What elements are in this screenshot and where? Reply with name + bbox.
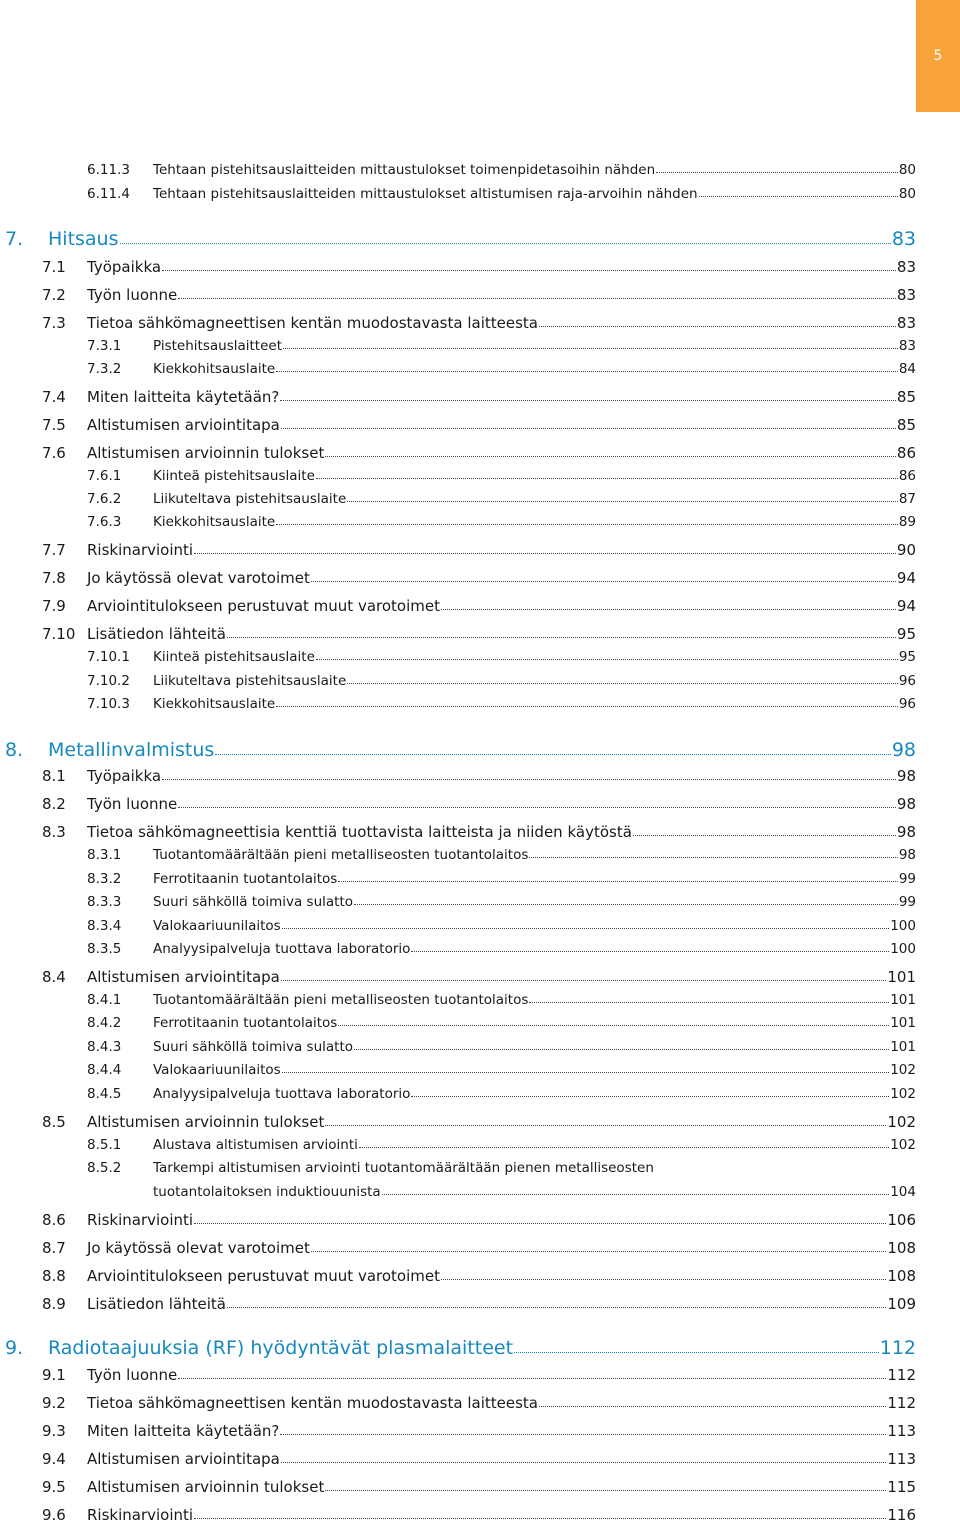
toc-entry-page: 109 <box>887 1295 916 1313</box>
toc-entry[interactable] <box>0 228 916 250</box>
toc-entry[interactable] <box>0 514 916 530</box>
toc-leader-dots <box>282 928 890 929</box>
toc-entry-number: 7.6.2 <box>87 491 122 507</box>
toc-entry-number: 7.10.2 <box>87 673 130 689</box>
toc-entry[interactable] <box>0 1295 916 1313</box>
toc-entry[interactable] <box>0 673 916 689</box>
toc-entry-page: 89 <box>898 514 916 530</box>
toc-entry-page: 108 <box>887 1267 916 1285</box>
toc-entry-title: Altistumisen arviointitapa <box>87 1450 280 1468</box>
toc-entry-number: 7.8 <box>42 569 66 587</box>
toc-leader-dots <box>281 428 896 429</box>
toc-entry-page: 95 <box>898 649 916 665</box>
toc-entry-page: 98 <box>896 767 916 785</box>
toc-entry-page: 98 <box>896 795 916 813</box>
toc-entry-number: 6.11.3 <box>87 162 130 178</box>
toc-entry-page: 90 <box>896 541 916 559</box>
toc-entry-title: Tietoa sähkömagneettisen kentän muodostavasta laitteesta <box>87 314 538 332</box>
toc-entry-page: 94 <box>896 597 916 615</box>
toc-entry[interactable] <box>0 1267 916 1285</box>
toc-entry-title: Kiinteä pistehitsauslaite <box>153 649 315 665</box>
toc-entry[interactable] <box>0 941 916 957</box>
toc-entry-number: 7.6.1 <box>87 468 122 484</box>
toc-leader-dots <box>441 1279 886 1280</box>
toc-leader-dots <box>311 581 896 582</box>
toc-leader-dots <box>338 1025 889 1026</box>
toc-leader-dots <box>325 1125 886 1126</box>
toc-entry-number: 7.10 <box>42 625 76 643</box>
toc-entry[interactable] <box>0 1086 916 1102</box>
toc-entry-title: Arviointitulokseen perustuvat muut varotoimet <box>87 1267 440 1285</box>
toc-entry-page: 102 <box>890 1137 916 1153</box>
toc-entry-title: Analyysipalveluja tuottava laboratorio <box>153 941 411 957</box>
toc-entry-title: Arviointitulokseen perustuvat muut varotoimet <box>87 597 440 615</box>
toc-entry-page: 86 <box>898 468 916 484</box>
toc-entry-title: Miten laitteita käytetään? <box>87 388 280 406</box>
toc-entry-page: 87 <box>898 491 916 507</box>
toc-entry[interactable] <box>0 795 916 813</box>
toc-entry-page: 96 <box>898 696 916 712</box>
toc-entry-title: Ferrotitaanin tuotantolaitos <box>153 871 338 887</box>
toc-entry-title: Jo käytössä olevat varotoimet <box>87 569 310 587</box>
toc-entry-number: 8.3.1 <box>87 847 122 863</box>
toc-leader-dots <box>282 1072 890 1073</box>
toc-entry-number: 7.1 <box>42 258 66 276</box>
toc-leader-dots <box>283 348 898 349</box>
toc-entry-page: 83 <box>896 314 916 332</box>
toc-entry-number: 7.4 <box>42 388 66 406</box>
page-number: 5 <box>933 48 943 64</box>
toc-entry[interactable] <box>0 625 916 643</box>
toc-entry-number: 9.6 <box>42 1506 66 1524</box>
toc-entry-number: 8.7 <box>42 1239 66 1257</box>
toc-entry-title: Radiotaajuuksia (RF) hyödyntävät plasmalaitteet <box>48 1337 514 1359</box>
toc-entry-number: 7.3 <box>42 314 66 332</box>
toc-entry-title: Tehtaan pistehitsauslaitteiden mittaustulokset altistumisen raja-arvoihin nähden <box>153 186 698 202</box>
toc-leader-dots <box>539 1406 886 1407</box>
toc-entry[interactable] <box>0 1506 916 1524</box>
toc-entry-page: 83 <box>896 286 916 304</box>
toc-entry-number: 9.2 <box>42 1394 66 1412</box>
toc-entry-page: 83 <box>891 228 916 250</box>
toc-entry[interactable] <box>0 1039 916 1055</box>
toc-entry-page: 100 <box>890 918 916 934</box>
toc-leader-dots <box>194 1223 886 1224</box>
toc-entry-page: 101 <box>890 1015 916 1031</box>
toc-entry-title: Altistumisen arviointitapa <box>87 968 280 986</box>
toc-entry[interactable] <box>0 388 916 406</box>
toc-leader-dots <box>514 1352 879 1353</box>
toc-entry-number: 8.5.2 <box>87 1160 122 1176</box>
toc-entry-page: 95 <box>896 625 916 643</box>
toc-entry-title-line1: Tarkempi altistumisen arviointi tuotantomäärältään pienen metalliseosten <box>153 1160 654 1176</box>
toc-entry[interactable] <box>0 597 916 615</box>
toc-entry-page: 112 <box>887 1366 916 1384</box>
toc-entry-title: Alustava altistumisen arviointi <box>153 1137 358 1153</box>
toc-entry[interactable] <box>0 1137 916 1153</box>
toc-entry-title: Tuotantomäärältään pieni metalliseosten tuotantolaitos <box>153 992 529 1008</box>
toc-entry-page: 83 <box>898 338 916 354</box>
toc-entry-title: Hitsaus <box>48 228 119 250</box>
toc-entry-page: 99 <box>898 894 916 910</box>
toc-entry-page: 113 <box>887 1422 916 1440</box>
toc-entry-number: 7.5 <box>42 416 66 434</box>
toc-entry[interactable] <box>0 286 916 304</box>
toc-entry-title: Metallinvalmistus <box>48 739 215 761</box>
toc-entry-number: 7. <box>5 228 24 250</box>
toc-entry-page: 112 <box>887 1394 916 1412</box>
toc-leader-dots <box>194 553 896 554</box>
toc-entry-number: 9.1 <box>42 1366 66 1384</box>
toc-entry-page: 115 <box>887 1478 916 1496</box>
toc-leader-dots <box>120 243 891 244</box>
toc-entry-number: 8.9 <box>42 1295 66 1313</box>
toc-entry-number: 7.3.2 <box>87 361 122 377</box>
toc-leader-dots <box>227 637 896 638</box>
toc-leader-dots <box>325 456 896 457</box>
toc-entry-page: 113 <box>887 1450 916 1468</box>
toc-leader-dots <box>316 478 898 479</box>
toc-entry-page: 112 <box>879 1337 916 1359</box>
toc-entry-number: 8.4.2 <box>87 1015 122 1031</box>
toc-entry[interactable] <box>0 491 916 507</box>
toc-entry-number: 9.4 <box>42 1450 66 1468</box>
toc-entry[interactable] <box>0 1394 916 1412</box>
toc-entry-number: 7.7 <box>42 541 66 559</box>
toc-entry[interactable] <box>0 1422 916 1440</box>
toc-leader-dots <box>280 400 896 401</box>
toc-entry-number: 8. <box>5 739 24 761</box>
toc-entry-title: Työpaikka <box>87 767 162 785</box>
toc-entry-title: Tietoa sähkömagneettisia kenttiä tuottavista laitteista ja niiden käytöstä <box>87 823 632 841</box>
toc-entry[interactable] <box>0 361 916 377</box>
toc-leader-dots <box>276 524 898 525</box>
toc-entry-title: Kiekkohitsauslaite <box>153 696 276 712</box>
toc-entry-number: 9.5 <box>42 1478 66 1496</box>
toc-entry[interactable] <box>0 847 916 863</box>
toc-entry-title: Työn luonne <box>87 795 178 813</box>
toc-leader-dots <box>347 501 898 502</box>
toc-leader-dots <box>178 807 896 808</box>
toc-entry-title: Työn luonne <box>87 286 178 304</box>
toc-entry-number: 9. <box>5 1337 24 1359</box>
toc-leader-dots <box>227 1307 886 1308</box>
toc-entry-title: Liikuteltava pistehitsauslaite <box>153 673 347 689</box>
toc-entry-title: Altistumisen arviointitapa <box>87 416 280 434</box>
toc-leader-dots <box>276 706 898 707</box>
toc-leader-dots <box>354 1049 889 1050</box>
toc-entry-number: 8.4.1 <box>87 992 122 1008</box>
toc-entry[interactable] <box>0 1366 916 1384</box>
toc-entry-title: Kiekkohitsauslaite <box>153 514 276 530</box>
toc-entry-title: Kiinteä pistehitsauslaite <box>153 468 315 484</box>
toc-entry-number: 7.10.1 <box>87 649 130 665</box>
toc-entry-title: Riskinarviointi <box>87 1211 194 1229</box>
toc-entry-number: 8.3 <box>42 823 66 841</box>
toc-leader-dots <box>325 1490 886 1491</box>
toc-entry-page: 98 <box>898 847 916 863</box>
toc-leader-dots <box>162 779 896 780</box>
toc-entry-number: 9.3 <box>42 1422 66 1440</box>
toc-leader-dots <box>215 754 891 755</box>
toc-entry-title: Tuotantomäärältään pieni metalliseosten tuotantolaitos <box>153 847 529 863</box>
toc-entry[interactable] <box>0 894 916 910</box>
toc-entry-number: 8.4.5 <box>87 1086 122 1102</box>
toc-entry-number: 8.3.2 <box>87 871 122 887</box>
toc-entry-title: Työpaikka <box>87 258 162 276</box>
toc-entry[interactable] <box>0 1211 916 1229</box>
toc-entry-title: Riskinarviointi <box>87 1506 194 1524</box>
toc-entry-title: Liikuteltava pistehitsauslaite <box>153 491 347 507</box>
toc-entry-number: 7.10.3 <box>87 696 130 712</box>
toc-entry[interactable] <box>0 1015 916 1031</box>
toc-entry-title: Altistumisen arvioinnin tulokset <box>87 1478 325 1496</box>
toc-entry-number: 8.1 <box>42 767 66 785</box>
toc-entry[interactable] <box>0 823 916 841</box>
toc-entry[interactable] <box>0 1478 916 1496</box>
toc-entry[interactable] <box>0 767 916 785</box>
toc-entry-title: Pistehitsauslaitteet <box>153 338 282 354</box>
toc-entry-page: 106 <box>887 1211 916 1229</box>
toc-entry-title: Analyysipalveluja tuottava laboratorio <box>153 1086 411 1102</box>
toc-entry-number: 8.3.4 <box>87 918 122 934</box>
toc-entry[interactable] <box>0 1450 916 1468</box>
toc-entry[interactable] <box>0 541 916 559</box>
toc-entry-number: 8.3.5 <box>87 941 122 957</box>
toc-entry-title: tuotantolaitoksen induktiouunista <box>153 1184 381 1200</box>
toc-entry-page: 85 <box>896 388 916 406</box>
toc-entry-page: 102 <box>890 1062 916 1078</box>
toc-entry-title: Kiekkohitsauslaite <box>153 361 276 377</box>
toc-entry-title: Valokaariuunilaitos <box>153 918 281 934</box>
toc-entry-page: 102 <box>887 1113 916 1131</box>
toc-entry[interactable] <box>0 1184 916 1200</box>
toc-leader-dots <box>359 1147 889 1148</box>
toc-entry-title: Työn luonne <box>87 1366 178 1384</box>
toc-entry-number: 6.11.4 <box>87 186 130 202</box>
toc-entry-number: 8.4 <box>42 968 66 986</box>
toc-leader-dots <box>311 1251 887 1252</box>
toc-entry-title: Tehtaan pistehitsauslaitteiden mittaustulokset toimenpidetasoihin nähden <box>153 162 656 178</box>
toc-leader-dots <box>354 904 898 905</box>
toc-entry-page: 101 <box>887 968 916 986</box>
toc-entry-page: 104 <box>890 1184 916 1200</box>
toc-entry[interactable] <box>0 258 916 276</box>
toc-leader-dots <box>382 1194 890 1195</box>
toc-entry[interactable] <box>0 968 916 986</box>
toc-entry-page: 101 <box>890 1039 916 1055</box>
toc-leader-dots <box>441 609 896 610</box>
toc-entry-number: 7.6 <box>42 444 66 462</box>
toc-entry-page: 83 <box>896 258 916 276</box>
toc-entry-title: Valokaariuunilaitos <box>153 1062 281 1078</box>
toc-entry[interactable] <box>0 1062 916 1078</box>
toc-leader-dots <box>539 326 896 327</box>
toc-leader-dots <box>411 951 889 952</box>
toc-entry-number: 7.3.1 <box>87 338 122 354</box>
toc-entry-first-line[interactable] <box>0 1160 654 1176</box>
toc-entry-page: 100 <box>890 941 916 957</box>
toc-entry-number: 8.2 <box>42 795 66 813</box>
toc-entry-title: Riskinarviointi <box>87 541 194 559</box>
toc-entry-page: 98 <box>896 823 916 841</box>
toc-entry-title: Ferrotitaanin tuotantolaitos <box>153 1015 338 1031</box>
toc-entry-page: 99 <box>898 871 916 887</box>
toc-entry-number: 7.9 <box>42 597 66 615</box>
toc-entry-page: 102 <box>890 1086 916 1102</box>
toc-entry[interactable] <box>0 918 916 934</box>
toc-entry-number: 8.3.3 <box>87 894 122 910</box>
toc-entry-title: Suuri sähköllä toimiva sulatto <box>153 1039 354 1055</box>
toc-entry-number: 8.8 <box>42 1267 66 1285</box>
toc-entry-number: 8.5 <box>42 1113 66 1131</box>
toc-entry[interactable] <box>0 992 916 1008</box>
toc-entry-title: Suuri sähköllä toimiva sulatto <box>153 894 354 910</box>
toc-leader-dots <box>280 1434 886 1435</box>
toc-leader-dots <box>529 857 897 858</box>
toc-entry-page: 84 <box>898 361 916 377</box>
toc-entry-number: 8.4.3 <box>87 1039 122 1055</box>
toc-entry[interactable] <box>0 468 916 484</box>
toc-entry-page: 116 <box>887 1506 916 1524</box>
toc-entry-title: Tietoa sähkömagneettisen kentän muodostavasta laitteesta <box>87 1394 538 1412</box>
toc-leader-dots <box>338 881 897 882</box>
toc-entry[interactable] <box>0 871 916 887</box>
toc-entry[interactable] <box>0 162 916 178</box>
toc-leader-dots <box>281 980 886 981</box>
toc-entry-number: 7.2 <box>42 286 66 304</box>
toc-entry-page: 94 <box>896 569 916 587</box>
toc-entry[interactable] <box>0 649 916 665</box>
toc-entry-page: 85 <box>896 416 916 434</box>
toc-entry[interactable] <box>0 416 916 434</box>
toc-entry-title: Lisätiedon lähteitä <box>87 625 226 643</box>
toc-entry[interactable] <box>0 739 916 761</box>
toc-entry[interactable] <box>0 1113 916 1131</box>
toc-entry-page: 80 <box>898 162 916 178</box>
toc-leader-dots <box>656 172 898 173</box>
toc-entry-page: 101 <box>890 992 916 1008</box>
toc-leader-dots <box>178 1378 886 1379</box>
toc-entry[interactable] <box>0 186 916 202</box>
toc-entry-number: 7.6.3 <box>87 514 122 530</box>
toc-leader-dots <box>178 298 896 299</box>
toc-entry[interactable] <box>0 569 916 587</box>
toc-leader-dots <box>411 1096 889 1097</box>
toc-entry[interactable] <box>0 696 916 712</box>
toc-entry-page: 86 <box>896 444 916 462</box>
toc-entry[interactable] <box>0 444 916 462</box>
toc-leader-dots <box>194 1518 886 1519</box>
toc-entry-number: 8.5.1 <box>87 1137 122 1153</box>
toc-entry[interactable] <box>0 1337 916 1359</box>
toc-entry-title: Altistumisen arvioinnin tulokset <box>87 444 325 462</box>
toc-entry-title: Lisätiedon lähteitä <box>87 1295 226 1313</box>
toc-entry-page: 98 <box>891 739 916 761</box>
toc-entry-page: 108 <box>887 1239 916 1257</box>
toc-leader-dots <box>347 683 898 684</box>
toc-leader-dots <box>633 835 896 836</box>
toc-entry-number: 8.4.4 <box>87 1062 122 1078</box>
toc-entry-title: Miten laitteita käytetään? <box>87 1422 280 1440</box>
toc-leader-dots <box>316 659 898 660</box>
toc-leader-dots <box>281 1462 886 1463</box>
toc-entry-number: 8.6 <box>42 1211 66 1229</box>
toc-entry[interactable] <box>0 1239 916 1257</box>
toc-entry[interactable] <box>0 338 916 354</box>
toc-leader-dots <box>276 371 898 372</box>
toc-entry-page: 96 <box>898 673 916 689</box>
toc-leader-dots <box>529 1002 889 1003</box>
toc-entry-title: Altistumisen arvioinnin tulokset <box>87 1113 325 1131</box>
toc-entry[interactable] <box>0 314 916 332</box>
toc-leader-dots <box>699 196 898 197</box>
toc-entry-page: 80 <box>898 186 916 202</box>
toc-leader-dots <box>162 270 896 271</box>
toc-entry-title: Jo käytössä olevat varotoimet <box>87 1239 310 1257</box>
